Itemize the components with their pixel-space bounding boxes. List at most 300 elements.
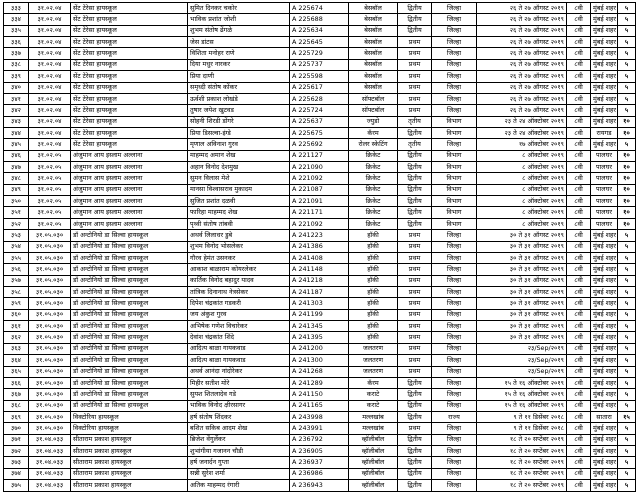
marks-cell: ५: [618, 366, 636, 377]
school-code-cell: ३१.०२.०४: [29, 3, 71, 14]
venue-cell: मुंबई शहर: [591, 423, 618, 434]
serial-number-cell: ३३९: [4, 71, 29, 82]
marks-cell: ५: [618, 93, 636, 104]
school-code-cell: ३१.०५.०३०: [29, 286, 71, 297]
registration-number-cell: A 221090: [290, 162, 349, 173]
marks-cell: ५: [618, 298, 636, 309]
marks-cell: ५: [618, 14, 636, 25]
rank-cell: द्वितीय: [398, 389, 432, 400]
school-name-cell: डॉ अन्टोनियो डा सिल्वा हायस्कूल: [71, 400, 188, 411]
rank-cell: द्वितीय: [398, 162, 432, 173]
level-cell: जिल्हा: [432, 59, 477, 70]
event-date-cell: २६ ते २७ ऑगस्ट २०१९: [477, 105, 567, 116]
event-date-cell: २६ ते २७ ऑगस्ट २०१९: [477, 48, 567, 59]
venue-cell: मुंबई शहर: [591, 82, 618, 93]
standard-cell: ८वी: [567, 446, 591, 457]
rank-cell: प्रथम: [398, 423, 432, 434]
rank-cell: द्वितीय: [398, 207, 432, 218]
marks-cell: ५: [618, 264, 636, 275]
registration-number-cell: A 241148: [290, 264, 349, 275]
school-name-cell: सेंट टेरेसा हायस्कूल: [71, 25, 188, 36]
registration-number-cell: A 241386: [290, 241, 349, 252]
student-name-cell: समृध्दी संतोष कोंकर: [188, 82, 290, 93]
venue-cell: मुंबई शहर: [591, 309, 618, 320]
serial-number-cell: ३५६: [4, 264, 29, 275]
venue-cell: मुंबई शहर: [591, 434, 618, 445]
student-name-cell: पृथ्वी संतोष तांबवी: [188, 218, 290, 229]
level-cell: जिल्हा: [432, 275, 477, 286]
registration-number-cell: A 225598: [290, 71, 349, 82]
level-cell: विभाग: [432, 127, 477, 138]
level-cell: विभाग: [432, 150, 477, 161]
serial-number-cell: ३६६: [4, 377, 29, 388]
registration-number-cell: A 241223: [290, 230, 349, 241]
school-name-cell: अंजुमान आय इस्लाम अल्लाना: [71, 173, 188, 184]
registration-number-cell: A 225737: [290, 59, 349, 70]
venue-cell: मुंबई शहर: [591, 264, 618, 275]
school-name-cell: सीताराम प्रकाश हायस्कूल: [71, 480, 188, 492]
student-name-cell: बशित सकिब आदम शेख: [188, 423, 290, 434]
student-name-cell: आदित्य बाळा गायकवाड: [188, 355, 290, 366]
rank-cell: प्रथम: [398, 309, 432, 320]
school-name-cell: डॉ अन्टोनियो डा सिल्वा हायस्कूल: [71, 332, 188, 343]
student-name-cell: दिपेश चंद्रकांत गडकरी: [188, 298, 290, 309]
table-row: [4, 468, 636, 479]
student-name-cell: माहम्मद अमान शेख: [188, 150, 290, 161]
sport-cell: बेसबॉल: [349, 48, 398, 59]
level-cell: जिल्हा: [432, 286, 477, 297]
table-row: [4, 25, 636, 36]
sport-cell: हॉकी: [349, 298, 398, 309]
standard-cell: ८वी: [567, 343, 591, 354]
school-name-cell: सेंट टेरेसा हायस्कूल: [71, 127, 188, 138]
student-name-cell: जय अंकुश गुरव: [188, 309, 290, 320]
serial-number-cell: ३५५: [4, 252, 29, 263]
sport-cell: कॅरम: [349, 377, 398, 388]
school-name-cell: विक्टोरिया हायस्कूल: [71, 411, 188, 422]
table-row: [4, 377, 636, 388]
rank-cell: प्रथम: [398, 71, 432, 82]
standard-cell: ८वी: [567, 71, 591, 82]
rank-cell: प्रथम: [398, 37, 432, 48]
school-code-cell: ३१.०५.०३०: [29, 377, 71, 388]
level-cell: जिल्हा: [432, 3, 477, 14]
marks-cell: १०: [618, 173, 636, 184]
standard-cell: ८वी: [567, 230, 591, 241]
event-date-cell: १८ ते २० सप्टेंबर २०१९: [477, 434, 567, 445]
serial-number-cell: ३५२: [4, 218, 29, 229]
school-name-cell: सीताराम प्रकाश हायस्कूल: [71, 468, 188, 479]
marks-cell: १०: [618, 207, 636, 218]
standard-cell: ८वी: [567, 366, 591, 377]
venue-cell: मुंबई शहर: [591, 25, 618, 36]
marks-cell: ५: [618, 434, 636, 445]
rank-cell: द्वितीय: [398, 14, 432, 25]
registration-number-cell: A 225729: [290, 48, 349, 59]
table-row: [4, 3, 636, 14]
event-date-cell: २६ ते २७ ऑगस्ट २०१९: [477, 37, 567, 48]
registration-number-cell: A 221091: [290, 196, 349, 207]
student-name-cell: मृणाल अविनाश गुरव: [188, 139, 290, 150]
standard-cell: ८वी: [567, 105, 591, 116]
school-code-cell: ३१.०५.०३०: [29, 321, 71, 332]
venue-cell: मुंबई शहर: [591, 105, 618, 116]
rank-cell: द्वितीय: [398, 25, 432, 36]
level-cell: जिल्हा: [432, 25, 477, 36]
sport-cell: कॅरम: [349, 127, 398, 138]
registration-number-cell: A 225617: [290, 82, 349, 93]
rank-cell: प्रथम: [398, 93, 432, 104]
school-code-cell: ३१.०२.०४: [29, 127, 71, 138]
marks-cell: ५: [618, 400, 636, 411]
marks-cell: १०: [618, 184, 636, 195]
marks-cell: ५: [618, 105, 636, 116]
standard-cell: ८वी: [567, 139, 591, 150]
event-date-cell: २३ ते २४ ऑक्टोबर २०१९: [477, 116, 567, 127]
registration-number-cell: A 236986: [290, 468, 349, 479]
event-date-cell: १८ ते २० सप्टेंबर २०१९: [477, 480, 567, 492]
school-name-cell: सेंट टेरेसा हायस्कूल: [71, 14, 188, 25]
table-row: [4, 286, 636, 297]
table-row: [4, 150, 636, 161]
level-cell: जिल्हा: [432, 332, 477, 343]
venue-cell: पालघर: [591, 207, 618, 218]
level-cell: जिल्हा: [432, 480, 477, 492]
registration-number-cell: A 241150: [290, 389, 349, 400]
table-row: [4, 446, 636, 457]
school-name-cell: अंजुमान आय इस्लाम अल्लाना: [71, 218, 188, 229]
venue-cell: मुंबई शहर: [591, 37, 618, 48]
level-cell: जिल्हा: [432, 264, 477, 275]
table-row: [4, 241, 636, 252]
serial-number-cell: ३६९: [4, 411, 29, 422]
rank-cell: प्रथम: [398, 230, 432, 241]
event-date-cell: २३ ते २४ ऑक्टोबर २०१९: [477, 127, 567, 138]
marks-cell: ५: [618, 59, 636, 70]
rank-cell: प्रथम: [398, 241, 432, 252]
registration-number-cell: A 241300: [290, 355, 349, 366]
serial-number-cell: ३६१: [4, 321, 29, 332]
registration-number-cell: A 225688: [290, 14, 349, 25]
table-row: [4, 355, 636, 366]
rank-cell: प्रथम: [398, 48, 432, 59]
serial-number-cell: ३३८: [4, 59, 29, 70]
student-name-cell: भाविक विनोद क्षीरसागर: [188, 400, 290, 411]
level-cell: जिल्हा: [432, 423, 477, 434]
school-code-cell: ३१.०२.०४: [29, 93, 71, 104]
sport-cell: हॉकी: [349, 264, 398, 275]
registration-number-cell: A 225628: [290, 93, 349, 104]
rank-cell: द्वितीय: [398, 3, 432, 14]
school-code-cell: ३१.०४.०३३: [29, 457, 71, 468]
serial-number-cell: ३६०: [4, 309, 29, 320]
marks-cell: ५: [618, 355, 636, 366]
event-date-cell: ८ ऑक्टोबर २०१९: [477, 207, 567, 218]
student-name-cell: कार्तिक विनोद बहादुर यादव: [188, 275, 290, 286]
rank-cell: प्रथम: [398, 343, 432, 354]
event-date-cell: ३० ते ३१ ऑगस्ट २०१९: [477, 332, 567, 343]
event-date-cell: २३/Sep/२०१९: [477, 366, 567, 377]
registration-number-cell: A 225645: [290, 37, 349, 48]
standard-cell: ८वी: [567, 275, 591, 286]
registration-number-cell: A 243998: [290, 411, 349, 422]
rank-cell: द्वितीय: [398, 468, 432, 479]
student-name-cell: सुमित दिनकर चकोर: [188, 3, 290, 14]
venue-cell: मुंबई शहर: [591, 298, 618, 309]
school-name-cell: डॉ अन्टोनियो डा सिल्वा हायस्कूल: [71, 298, 188, 309]
venue-cell: मुंबई शहर: [591, 93, 618, 104]
event-date-cell: १५ ते १६ ऑक्टोबर २०१९: [477, 400, 567, 411]
registration-number-cell: A 241200: [290, 343, 349, 354]
marks-cell: १०: [618, 196, 636, 207]
rank-cell: प्रथम: [398, 355, 432, 366]
registration-number-cell: A 221092: [290, 218, 349, 229]
standard-cell: ८वी: [567, 434, 591, 445]
event-date-cell: ९ ते ११ डिसेंबर २०१८: [477, 423, 567, 434]
school-name-cell: डॉ अन्टोनियो डा सिल्वा हायस्कूल: [71, 275, 188, 286]
venue-cell: मुंबई शहर: [591, 71, 618, 82]
marks-cell: ५: [618, 309, 636, 320]
marks-cell: ५: [618, 332, 636, 343]
rank-cell: द्वितीय: [398, 377, 432, 388]
marks-cell: ५: [618, 423, 636, 434]
student-name-cell: अथर्व लिलाधर डुबे: [188, 230, 290, 241]
serial-number-cell: ३४४: [4, 127, 29, 138]
rank-cell: द्वितीय: [398, 150, 432, 161]
venue-cell: पालघर: [591, 173, 618, 184]
table-row: [4, 116, 636, 127]
student-name-cell: अथर्व आनंदा नांदोरेकर: [188, 366, 290, 377]
standard-cell: ८वी: [567, 286, 591, 297]
serial-number-cell: ३३४: [4, 14, 29, 25]
sport-cell: मल्लखांब: [349, 423, 398, 434]
rank-cell: द्वितीय: [398, 400, 432, 411]
sport-cell: सॉफ्टबॉल: [349, 105, 398, 116]
venue-cell: मुंबई शहर: [591, 389, 618, 400]
table-row: [4, 309, 636, 320]
rank-cell: द्वितीय: [398, 457, 432, 468]
marks-cell: ५: [618, 286, 636, 297]
rank-cell: द्वितीय: [398, 446, 432, 457]
venue-cell: रायगड: [591, 127, 618, 138]
sport-cell: बेसबॉल: [349, 71, 398, 82]
student-name-cell: सोहनी शिरडी डोंगरे: [188, 116, 290, 127]
student-name-cell: विशिता मनोहर राणे: [188, 48, 290, 59]
marks-cell: ५: [618, 446, 636, 457]
sport-cell: बेसबॉल: [349, 25, 398, 36]
event-date-cell: ३० ते ३१ ऑगस्ट २०१९: [477, 275, 567, 286]
table-row: [4, 139, 636, 150]
standard-cell: ८वी: [567, 82, 591, 93]
rank-cell: प्रथम: [398, 105, 432, 116]
serial-number-cell: ३३५: [4, 25, 29, 36]
sport-cell: बेसबॉल: [349, 37, 398, 48]
marks-cell: १०: [618, 218, 636, 229]
registration-number-cell: A 241165: [290, 400, 349, 411]
marks-cell: ५: [618, 343, 636, 354]
school-name-cell: डॉ अन्टोनियो डा सिल्वा हायस्कूल: [71, 252, 188, 263]
event-date-cell: ३० ते ३१ ऑगस्ट २०१९: [477, 298, 567, 309]
sport-cell: सॉफ्टबॉल: [349, 93, 398, 104]
marks-cell: ५: [618, 82, 636, 93]
school-name-cell: सेंट टेरेसा हायस्कूल: [71, 59, 188, 70]
school-name-cell: अंजुमान आय इस्लाम अल्लाना: [71, 150, 188, 161]
marks-cell: ५: [618, 48, 636, 59]
level-cell: जिल्हा: [432, 37, 477, 48]
venue-cell: मुंबई शहर: [591, 468, 618, 479]
sport-cell: जलतरण: [349, 343, 398, 354]
venue-cell: पालघर: [591, 162, 618, 173]
rank-cell: प्रथम: [398, 264, 432, 275]
standard-cell: ८वी: [567, 173, 591, 184]
school-code-cell: ३१.०२.०४: [29, 139, 71, 150]
rank-cell: तृतीय: [398, 139, 432, 150]
event-date-cell: ८ ऑक्टोबर २०१९: [477, 162, 567, 173]
rank-cell: तृतीय: [398, 116, 432, 127]
serial-number-cell: ३४५: [4, 139, 29, 150]
table-row: [4, 411, 636, 422]
student-name-cell: शुभम संतोष ढेंगळे: [188, 25, 290, 36]
venue-cell: मुंबई शहर: [591, 59, 618, 70]
table-row: [4, 59, 636, 70]
table-row: [4, 434, 636, 445]
sport-cell: व्हॉलीबॉल: [349, 480, 398, 492]
standard-cell: ८वी: [567, 377, 591, 388]
school-name-cell: अंजुमान आय इस्लाम अल्लाना: [71, 184, 188, 195]
sport-cell: बेसबॉल: [349, 59, 398, 70]
registration-number-cell: A 241199: [290, 309, 349, 320]
venue-cell: मुंबई शहर: [591, 480, 618, 492]
table-row: [4, 400, 636, 411]
sport-cell: हॉकी: [349, 252, 398, 263]
marks-cell: ५: [618, 457, 636, 468]
registration-number-cell: A 236943: [290, 480, 349, 492]
school-code-cell: ३१.०५.०३०: [29, 423, 71, 434]
sport-cell: हॉकी: [349, 309, 398, 320]
venue-cell: पालघर: [591, 196, 618, 207]
level-cell: विभाग: [432, 196, 477, 207]
event-date-cell: २६ ते २७ ऑगस्ट २०१९: [477, 25, 567, 36]
event-date-cell: ९ ते ११ डिसेंबर २०१८: [477, 411, 567, 422]
standard-cell: ८वी: [567, 321, 591, 332]
level-cell: जिल्हा: [432, 457, 477, 468]
serial-number-cell: ३४०: [4, 82, 29, 93]
registration-number-cell: A 241395: [290, 332, 349, 343]
table-row: [4, 48, 636, 59]
standard-cell: ८वी: [567, 196, 591, 207]
standard-cell: ८वी: [567, 423, 591, 434]
table-row: [4, 423, 636, 434]
table-row: [4, 480, 636, 492]
event-date-cell: ३० ते ३१ ऑगस्ट २०१९: [477, 286, 567, 297]
registration-number-cell: A 225724: [290, 105, 349, 116]
student-name-cell: प्रिया दाणी: [188, 71, 290, 82]
serial-number-cell: ३४१: [4, 93, 29, 104]
serial-number-cell: ३७१: [4, 434, 29, 445]
school-code-cell: ३१.०५.०३०: [29, 411, 71, 422]
sport-cell: ज्युडो: [349, 116, 398, 127]
rank-cell: द्वितीय: [398, 218, 432, 229]
rank-cell: द्वितीय: [398, 434, 432, 445]
table-row: [4, 343, 636, 354]
level-cell: जिल्हा: [432, 71, 477, 82]
serial-number-cell: ३७५: [4, 480, 29, 492]
school-code-cell: ३१.०५.०३०: [29, 309, 71, 320]
marks-cell: ५: [618, 321, 636, 332]
school-code-cell: ३१.०२.०४: [29, 82, 71, 93]
marks-cell: १०: [618, 116, 636, 127]
standard-cell: ८वी: [567, 127, 591, 138]
level-cell: जिल्हा: [432, 377, 477, 388]
rank-cell: द्वितीय: [398, 127, 432, 138]
student-name-cell: अभिषेक गणेश विचारेकर: [188, 321, 290, 332]
event-date-cell: १५ ते १६ ऑक्टोबर २०१९: [477, 377, 567, 388]
table-row: [4, 230, 636, 241]
sport-cell: व्हॉलीबॉल: [349, 446, 398, 457]
sport-cell: रोलर स्केटिंग: [349, 139, 398, 150]
sport-cell: व्हॉलीबॉल: [349, 434, 398, 445]
school-code-cell: ३१.०५.०३०: [29, 230, 71, 241]
rank-cell: प्रथम: [398, 252, 432, 263]
marks-cell: १०: [618, 162, 636, 173]
student-name-cell: आदित्य बाळा गायकवाड: [188, 343, 290, 354]
school-code-cell: ३१.०२.०५: [29, 184, 71, 195]
venue-cell: मुंबई शहर: [591, 343, 618, 354]
level-cell: जिल्हा: [432, 366, 477, 377]
venue-cell: पालघर: [591, 184, 618, 195]
school-code-cell: ३१.०५.०३०: [29, 366, 71, 377]
level-cell: जिल्हा: [432, 434, 477, 445]
student-name-cell: सन्नी सुरेश शर्मा: [188, 468, 290, 479]
table-row: [4, 275, 636, 286]
venue-cell: मुंबई शहर: [591, 377, 618, 388]
school-name-cell: सेंट टेरेसा हायस्कूल: [71, 105, 188, 116]
school-code-cell: ३१.०५.०३०: [29, 241, 71, 252]
event-date-cell: २६ ते २७ ऑगस्ट २०१९: [477, 71, 567, 82]
serial-number-cell: ३६३: [4, 343, 29, 354]
school-name-cell: विक्टोरिया हायस्कूल: [71, 423, 188, 434]
serial-number-cell: ३५८: [4, 286, 29, 297]
serial-number-cell: ३४२: [4, 105, 29, 116]
student-name-cell: हर्ष संतोष शिंदकर: [188, 411, 290, 422]
table-row: [4, 14, 636, 25]
school-code-cell: ३१.०५.०३०: [29, 332, 71, 343]
marks-cell: १०: [618, 127, 636, 138]
school-code-cell: ३१.०२.०५: [29, 196, 71, 207]
level-cell: जिल्हा: [432, 321, 477, 332]
sport-cell: जलतरण: [349, 355, 398, 366]
serial-number-cell: ३६७: [4, 389, 29, 400]
sport-cell: जलतरण: [349, 366, 398, 377]
serial-number-cell: ३५१: [4, 207, 29, 218]
registration-number-cell: A 225675: [290, 127, 349, 138]
sport-cell: क्रिकेट: [349, 162, 398, 173]
school-name-cell: डॉ अन्टोनियो डा सिल्वा हायस्कूल: [71, 309, 188, 320]
student-name-cell: सुमन विलास मेशे: [188, 173, 290, 184]
marks-cell: ५: [618, 241, 636, 252]
level-cell: जिल्हा: [432, 400, 477, 411]
standard-cell: ८वी: [567, 59, 591, 70]
table-row: [4, 218, 636, 229]
student-name-cell: अतिक माहम्मद रंगारी: [188, 480, 290, 492]
registration-number-cell: A 221087: [290, 184, 349, 195]
serial-number-cell: ३७०: [4, 423, 29, 434]
school-code-cell: ३१.०५.०३०: [29, 264, 71, 275]
school-name-cell: डॉ अन्टोनियो डा सिल्वा हायस्कूल: [71, 355, 188, 366]
table-row: [4, 264, 636, 275]
sport-cell: क्रिकेट: [349, 196, 398, 207]
school-name-cell: अंजुमान आय इस्लाम अल्लाना: [71, 196, 188, 207]
